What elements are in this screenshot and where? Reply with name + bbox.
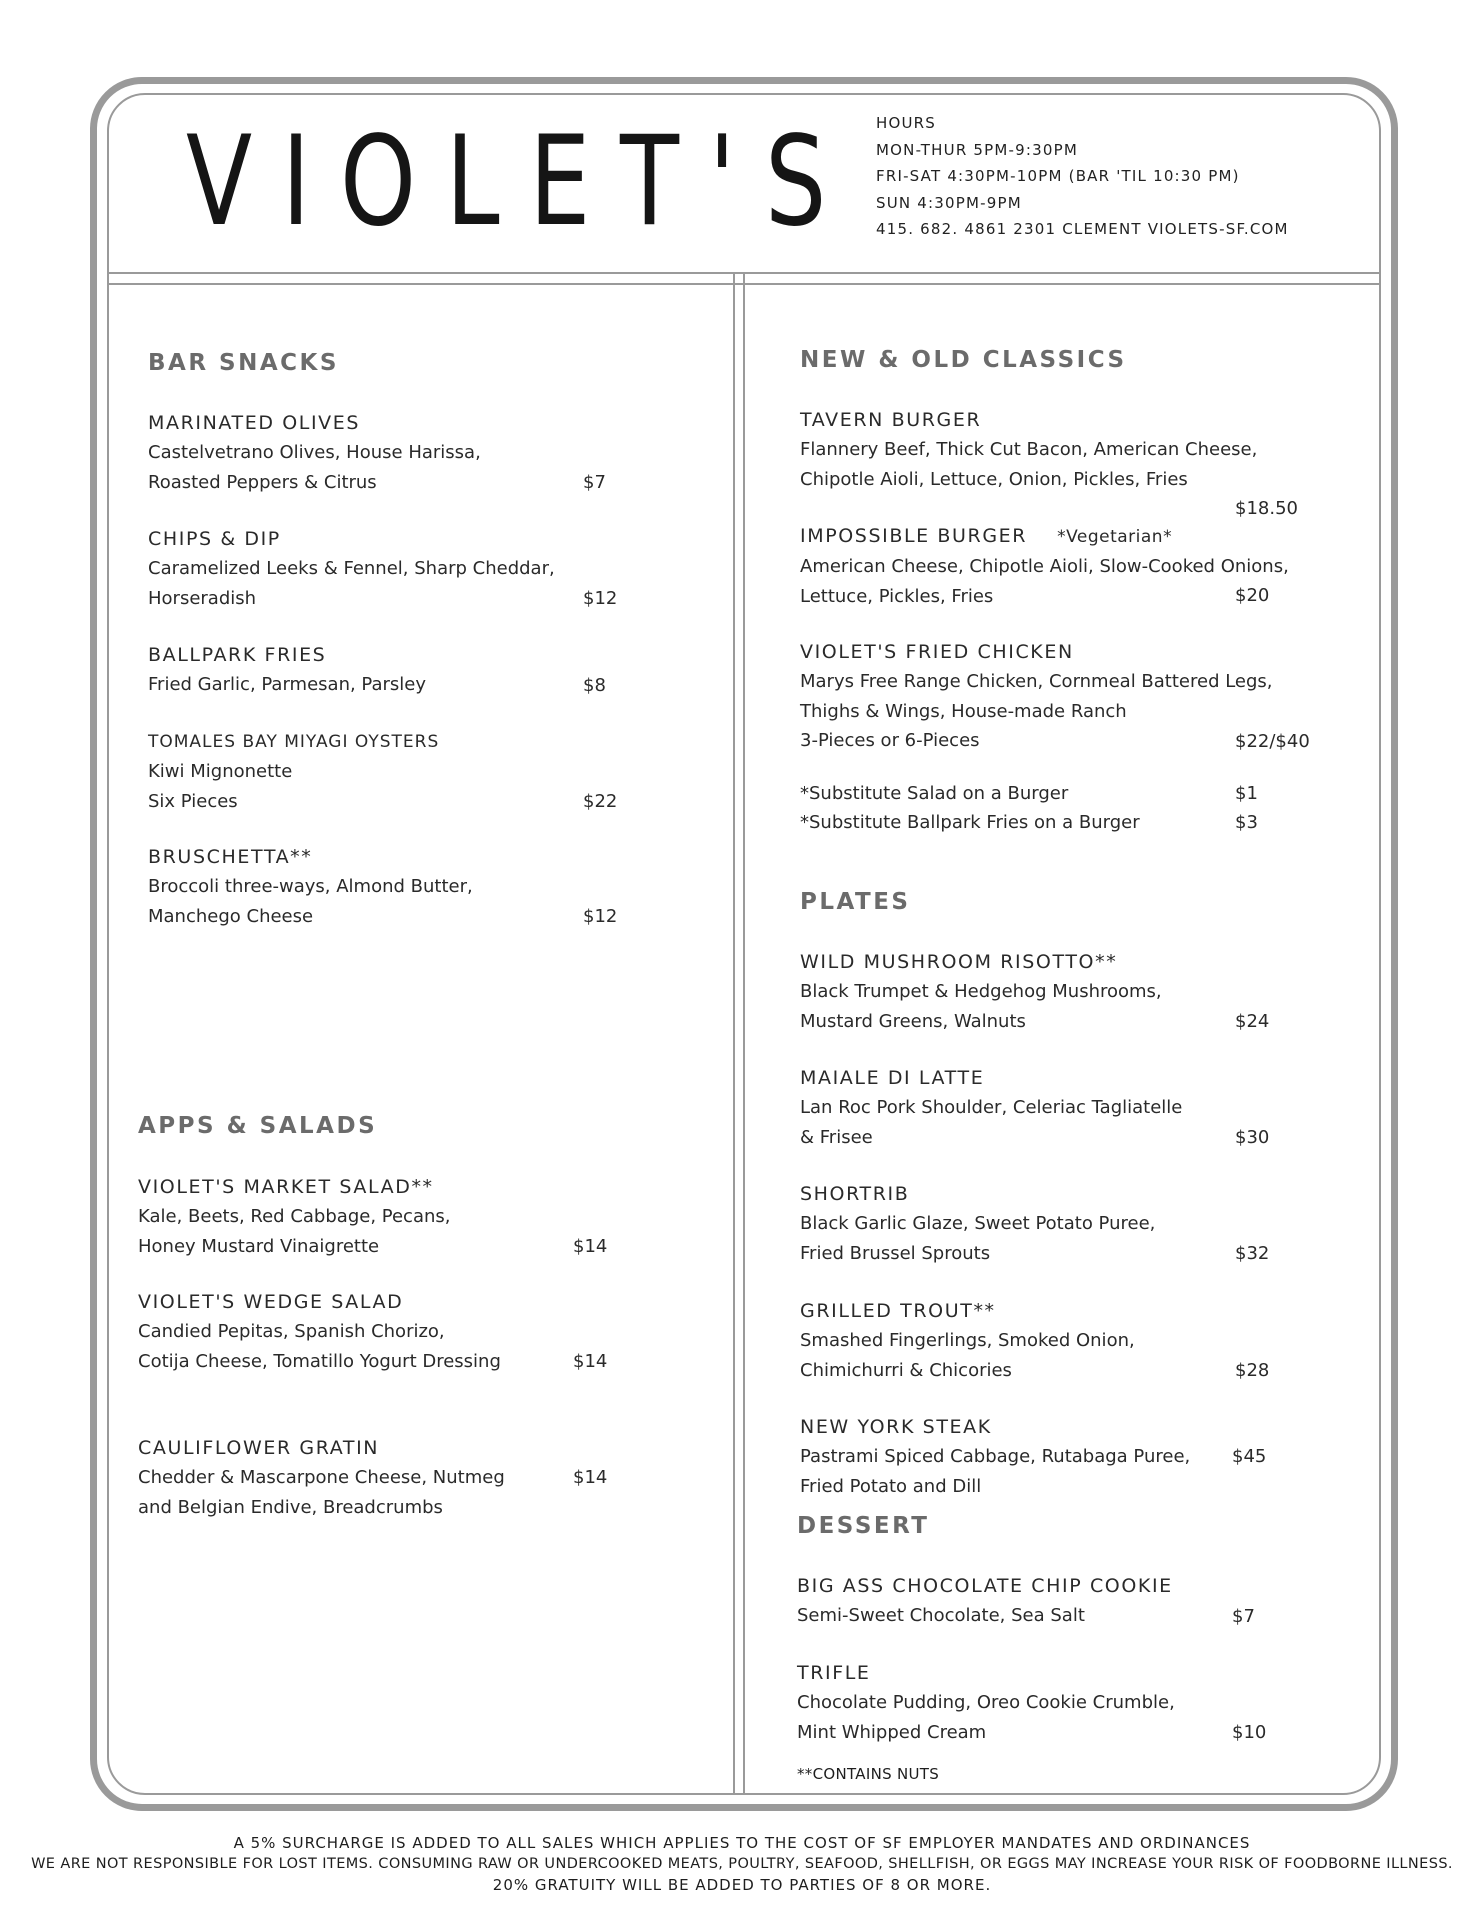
item-description: Black Trumpet & Hedgehog Mushrooms, [800, 981, 1162, 1002]
item-name: NEW YORK STEAK [800, 1416, 992, 1438]
item-name: VIOLET'S MARKET SALAD** [138, 1176, 434, 1198]
item-description: Cotija Cheese, Tomatillo Yogurt Dressing [138, 1350, 501, 1372]
item-price: $32 [1235, 1243, 1270, 1264]
item-description: Mustard Greens, Walnuts [800, 1010, 1026, 1032]
item-price: $45 [1232, 1446, 1267, 1467]
item-name: IMPOSSIBLE BURGER [800, 525, 1028, 547]
item-description: Chocolate Pudding, Oreo Cookie Crumble, [797, 1692, 1175, 1713]
menu-item [138, 1434, 505, 1522]
item-price: $28 [1235, 1360, 1270, 1381]
item-description: Flannery Beef, Thick Cut Bacon, American Cheese, [800, 439, 1258, 460]
item-description: 3-Pieces or 6-Pieces [800, 730, 980, 751]
item-name: MARINATED OLIVES [148, 412, 361, 434]
item-name: CAULIFLOWER GRATIN [138, 1437, 380, 1459]
menu-item [800, 1180, 1155, 1268]
hours-heading: HOURS [876, 114, 937, 132]
section-title-classics: NEW & OLD CLASSICS [800, 347, 1127, 373]
item-description: Marys Free Range Chicken, Cornmeal Battered Legs, [800, 671, 1273, 692]
item-name: BALLPARK FRIES [148, 644, 327, 666]
item-price: $22 [583, 791, 618, 812]
menu-item [800, 638, 1273, 756]
item-description: Castelvetrano Olives, House Harissa, [148, 442, 481, 463]
substitute-fries-label: *Substitute Ballpark Fries on a Burger [800, 812, 1140, 833]
column-divider-right [743, 274, 745, 1794]
item-price: $12 [583, 906, 618, 927]
menu-item [800, 522, 1289, 611]
item-description: Smashed Fingerlings, Smoked Onion, [800, 1330, 1135, 1351]
substitute-salad-label: *Substitute Salad on a Burger [800, 783, 1069, 804]
contact-info: 415. 682. 4861 2301 CLEMENT VIOLETS-SF.COM [876, 220, 1289, 238]
menu-item [138, 1173, 450, 1261]
section-title-plates: PLATES [800, 889, 911, 915]
menu-item [800, 406, 1257, 494]
menu-item [148, 409, 481, 497]
substitute-fries-price: $3 [1235, 812, 1258, 833]
item-description: and Belgian Endive, Breadcrumbs [138, 1496, 443, 1518]
item-name-row [800, 522, 1289, 552]
item-name: SHORTRIB [800, 1183, 910, 1205]
item-description: Broccoli three-ways, Almond Butter, [148, 876, 473, 897]
item-price: $14 [573, 1467, 608, 1488]
menu-item [138, 1288, 501, 1376]
item-description: Pastrami Spiced Cabbage, Rutabaga Puree, [800, 1446, 1191, 1467]
item-description: Six Pieces [148, 790, 238, 812]
menu-item [797, 1659, 1175, 1747]
item-description: Lan Roc Pork Shoulder, Celeriac Tagliatelle [800, 1097, 1183, 1118]
section-title-apps-salads: APPS & SALADS [138, 1113, 378, 1139]
item-price: $24 [1235, 1011, 1270, 1032]
menu-item [797, 1572, 1173, 1631]
section-title-dessert: DESSERT [797, 1513, 930, 1539]
item-description: Fried Garlic, Parmesan, Parsley [148, 674, 426, 695]
hours-sun: SUN 4:30PM-9PM [876, 193, 1022, 212]
item-description: Thighs & Wings, House-made Ranch [800, 700, 1127, 722]
item-description: Manchego Cheese [148, 905, 314, 927]
item-price: $30 [1235, 1127, 1270, 1148]
contains-nuts-note: **CONTAINS NUTS [797, 1765, 940, 1783]
footer-surcharge: A 5% SURCHARGE IS ADDED TO ALL SALES WHICH APPLIES TO THE COST OF SF EMPLOYER MANDATES AND ORDINANCES [233, 1834, 1251, 1852]
item-price: $22/$40 [1235, 731, 1310, 752]
item-price: $8 [583, 675, 606, 696]
item-name: TRIFLE [797, 1662, 871, 1684]
item-price: $14 [573, 1351, 608, 1372]
item-name: WILD MUSHROOM RISOTTO** [800, 951, 1118, 973]
item-name: VIOLET'S WEDGE SALAD [138, 1291, 404, 1313]
item-price: $14 [573, 1236, 608, 1257]
item-description: Honey Mustard Vinaigrette [138, 1235, 380, 1257]
column-divider-left [733, 274, 735, 1794]
item-name: BIG ASS CHOCOLATE CHIP COOKIE [797, 1575, 1173, 1597]
item-description: Candied Pepitas, Spanish Chorizo, [138, 1321, 445, 1342]
item-description: & Frisee [800, 1126, 873, 1148]
item-description: Chimichurri & Chicories [800, 1359, 1012, 1381]
item-name: TAVERN BURGER [800, 409, 982, 431]
item-description: Chedder & Mascarpone Cheese, Nutmeg [138, 1467, 505, 1488]
item-name: CHIPS & DIP [148, 528, 281, 550]
menu-item [148, 728, 439, 816]
item-price: $10 [1232, 1722, 1267, 1743]
item-description: Caramelized Leeks & Fennel, Sharp Cheddar, [148, 558, 555, 579]
item-name: BRUSCHETTA** [148, 846, 313, 868]
item-name: TOMALES BAY MIYAGI OYSTERS [148, 732, 440, 752]
menu-item [148, 843, 473, 931]
item-description: Fried Potato and Dill [800, 1475, 982, 1497]
menu-item [800, 1064, 1182, 1152]
menu-item [148, 641, 426, 700]
item-price: $7 [583, 472, 606, 493]
item-price: $7 [1232, 1606, 1255, 1627]
item-description: Mint Whipped Cream [797, 1721, 987, 1743]
substitute-salad-price: $1 [1235, 783, 1258, 804]
item-description: Horseradish [148, 587, 257, 609]
vegetarian-tag: *Vegetarian* [1057, 527, 1173, 547]
footer-gratuity: 20% GRATUITY WILL BE ADDED TO PARTIES OF 8 OR MORE. [492, 1876, 992, 1894]
item-description: American Cheese, Chipotle Aioli, Slow-Cooked Onions, [800, 556, 1289, 577]
menu-item [800, 1413, 1190, 1501]
item-price: $12 [583, 588, 618, 609]
footer-disclaimer: WE ARE NOT RESPONSIBLE FOR LOST ITEMS. CONSUMING RAW OR UNDERCOOKED MEATS, POULTRY, SEAFOOD, SHELLFISH, OR EGGS MAY INCREASE YOUR RISK OF FOODBORNE ILLNESS. [31, 1856, 1453, 1872]
section-title-bar-snacks: BAR SNACKS [148, 350, 339, 376]
item-description: Kiwi Mignonette [148, 761, 293, 782]
item-price: $18.50 [1235, 498, 1298, 519]
item-name: MAIALE DI LATTE [800, 1067, 985, 1089]
item-description: Fried Brussel Sprouts [800, 1242, 991, 1264]
menu-item [800, 1297, 1135, 1385]
item-description: Roasted Peppers & Citrus [148, 471, 377, 493]
item-description: Black Garlic Glaze, Sweet Potato Puree, [800, 1213, 1156, 1234]
item-name: GRILLED TROUT** [800, 1300, 996, 1322]
item-name: VIOLET'S FRIED CHICKEN [800, 641, 1074, 663]
hours-fri-sat: FRI-SAT 4:30PM-10PM (BAR 'TIL 10:30 PM) [876, 167, 1240, 185]
item-description: Chipotle Aioli, Lettuce, Onion, Pickles, Fries [800, 468, 1188, 490]
item-description: Semi-Sweet Chocolate, Sea Salt [797, 1605, 1085, 1626]
item-description: Kale, Beets, Red Cabbage, Pecans, [138, 1206, 451, 1227]
restaurant-logo: VIOLET'S [186, 110, 857, 254]
item-price: $20 [1235, 585, 1270, 606]
hours-mon-thur: MON-THUR 5PM-9:30PM [876, 140, 1079, 159]
menu-item [800, 948, 1162, 1036]
item-description: Lettuce, Pickles, Fries [800, 585, 994, 607]
menu-item [148, 525, 555, 613]
hours-block [876, 110, 1289, 243]
